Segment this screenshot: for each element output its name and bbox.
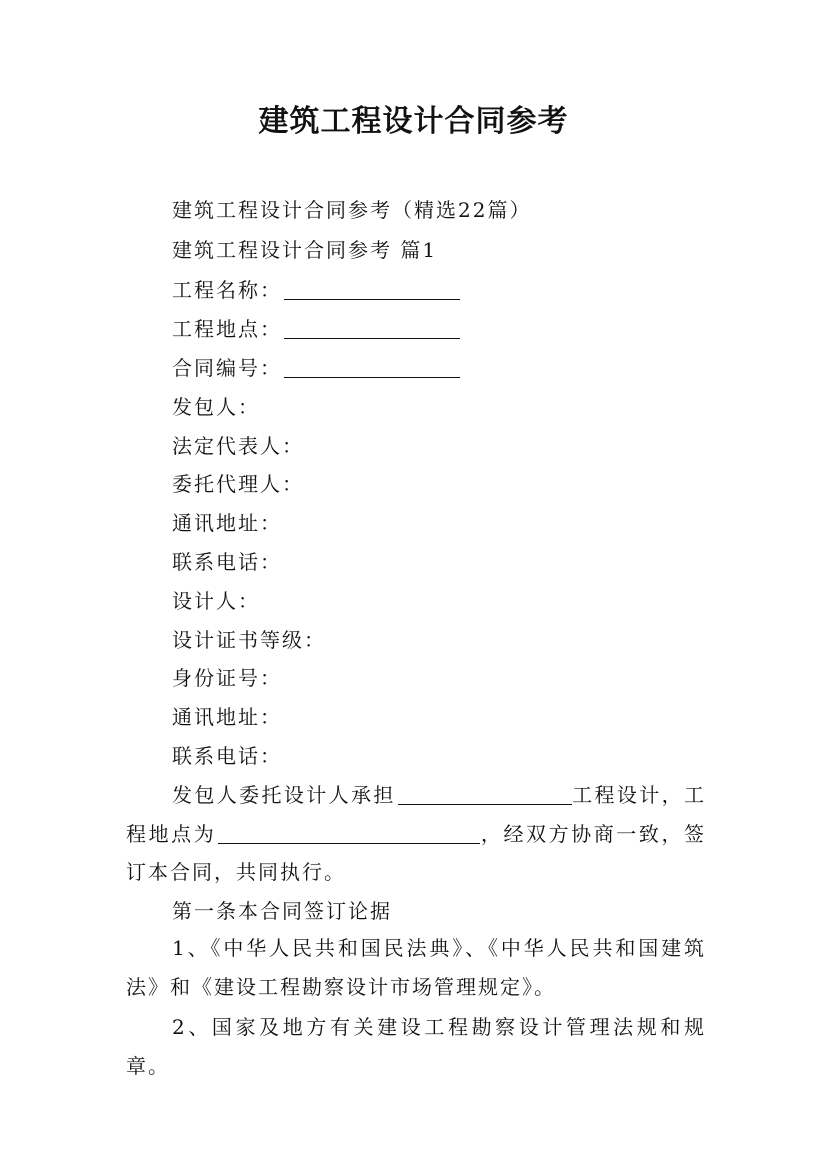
field-project-name [172,276,460,304]
fill-in-blank [398,784,572,805]
field-designer-address: 通讯地址： [172,705,282,729]
fill-in-blank [284,357,460,378]
entrust-paragraph [126,776,706,892]
field-id-number: 身份证号： [172,666,282,690]
field-label: 工程名称： [172,278,282,302]
fill-in-blank [218,823,480,844]
field-designer: 设计人： [172,589,260,613]
entrust-text-1: 发包人委托设计人承担 [172,783,396,807]
entrust-text-2: 工程设计，工程地点为 [126,783,706,846]
field-designer-phone: 联系电话： [172,744,282,768]
field-design-cert-level: 设计证书等级： [172,628,326,652]
field-label: 工程地点： [172,317,282,341]
fill-in-blank [284,279,460,300]
field-employer-address: 通讯地址： [172,511,282,535]
field-employer-phone: 联系电话： [172,550,282,574]
field-project-location [172,315,460,343]
field-employer: 发包人： [172,395,260,419]
fill-in-blank [284,318,460,339]
document-subtitle: 建筑工程设计合同参考（精选22篇） [172,198,532,222]
article-1-item-1: 1、《中华人民共和国民法典》、《中华人民共和国建筑法》和《建设工程勘察设计市场管理规定》。 [126,936,706,999]
document-title: 建筑工程设计合同参考 [258,104,569,139]
field-legal-representative: 法定代表人： [172,434,304,458]
entrust-text-3: ，经双方协商一致，签订本合同，共同执行。 [126,821,707,884]
field-contract-number [172,354,460,382]
article-1-heading: 第一条本合同签订论据 [172,899,392,923]
article-1-item-2: 2、国家及地方有关建设工程勘察设计管理法规和规章。 [126,1015,706,1078]
field-label: 合同编号： [172,356,282,380]
field-authorized-agent: 委托代理人： [172,472,304,496]
section-heading: 建筑工程设计合同参考 篇1 [172,238,438,262]
